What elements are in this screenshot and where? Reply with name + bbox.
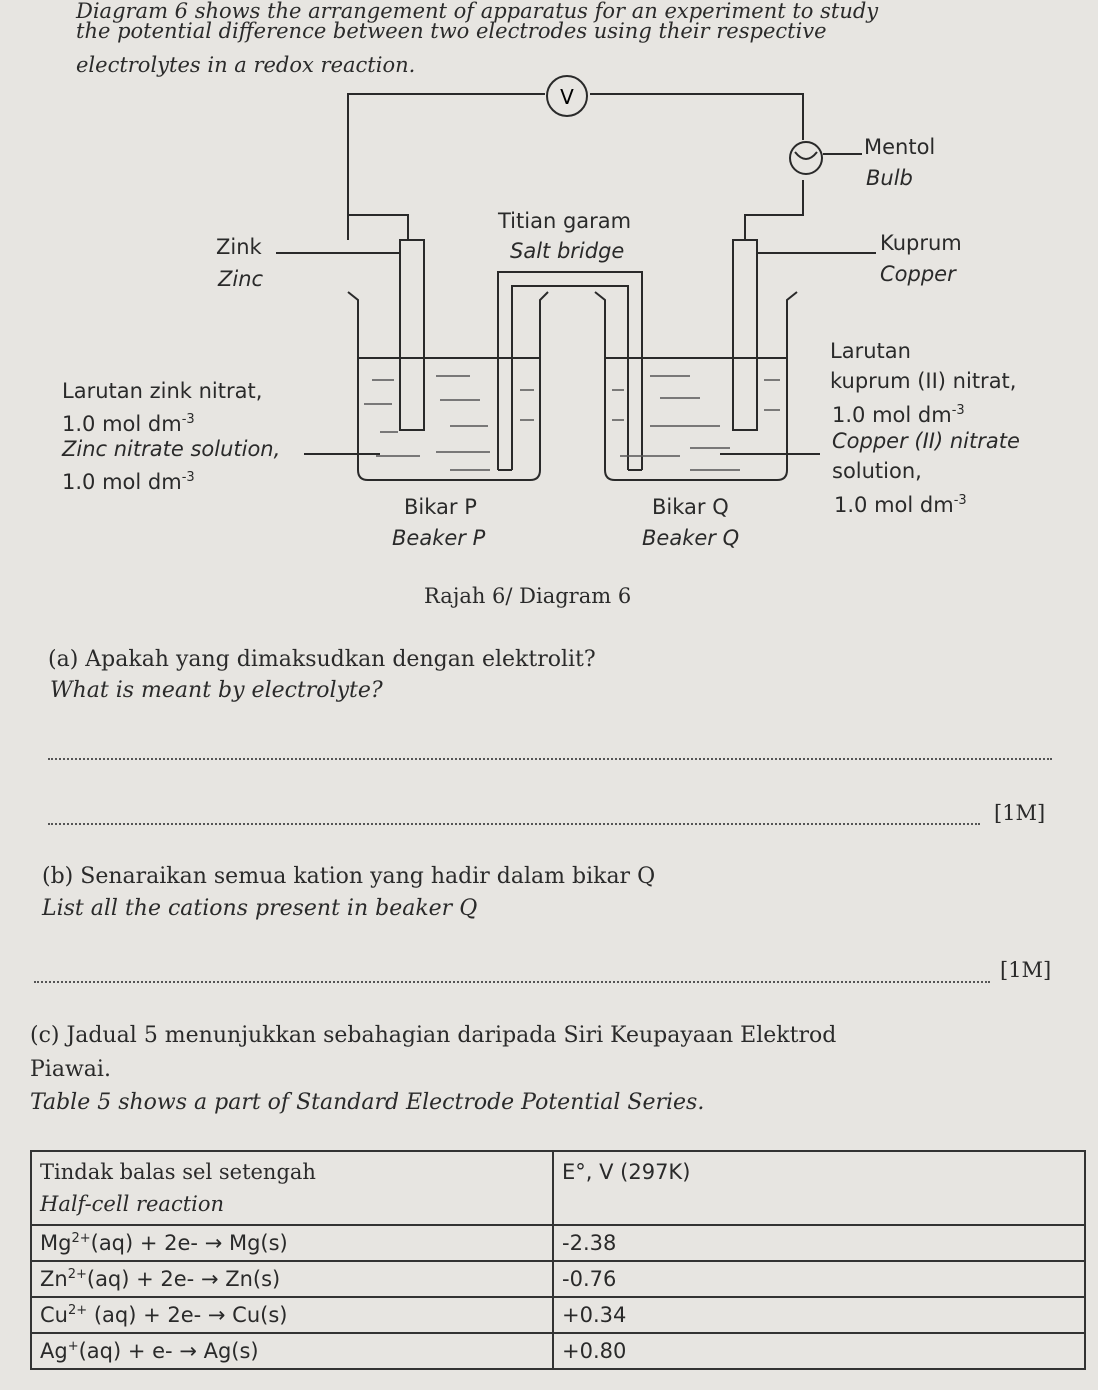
question-b-ms: (b) Senaraikan semua kation yang hadir dalam bikar Q — [42, 864, 656, 889]
right-solution-label-ms-1: Larutan — [830, 339, 911, 363]
table-row: $Mg^{2+}(aq) + 2e- \to Mg(s)$ -2.38 — [31, 1225, 1085, 1261]
beaker-q-label-ms: Bikar Q — [652, 495, 729, 519]
copper-label-en: Copper — [880, 262, 956, 286]
beaker-p-label-ms: Bikar P — [404, 495, 477, 519]
table-header-row — [31, 1151, 1085, 1225]
answer-line-a-2[interactable] — [48, 823, 980, 825]
e-value: +0.80 — [553, 1333, 1085, 1369]
electrochemical-cell-diagram — [0, 0, 1098, 620]
table-row: $Zn^{2+}(aq) + 2e- \to Zn(s)$ -0.76 — [31, 1261, 1085, 1297]
voltmeter-label: V — [560, 85, 574, 109]
wire-left-down — [348, 215, 408, 240]
beaker-p-label-en: Beaker P — [392, 526, 486, 550]
question-c-en: Table 5 shows a part of Standard Electrode Potential Series. — [30, 1090, 705, 1115]
beaker-q-label-en: Beaker Q — [642, 526, 740, 550]
right-solution-label-en-1: Copper (II) nitrate — [832, 429, 1020, 453]
left-concentration-ms: 1.0 mol $dm^{-3}$ — [62, 412, 195, 436]
zinc-label-en: Zinc — [218, 267, 264, 291]
zinc-label-ms: Zink — [216, 235, 262, 259]
intro-line-2: the potential difference between two electrodes using their respective — [76, 19, 827, 43]
e-value: +0.34 — [553, 1297, 1085, 1333]
right-solution-label-en-2: solution, — [832, 459, 922, 483]
intro-line-3: electrolytes in a redox reaction. — [76, 53, 416, 77]
salt-bridge-label-en: Salt bridge — [510, 239, 625, 263]
question-a-mark: [1M] — [994, 801, 1046, 825]
question-a-ms: (a) Apakah yang dimaksudkan dengan elektrolit? — [48, 647, 596, 672]
intro-line-1: Diagram 6 shows the arrangement of apparatus for an experiment to study — [76, 0, 879, 23]
beaker-q — [595, 292, 797, 480]
table-row: Ag+(aq) + e- → Ag(s) +0.80 — [31, 1333, 1085, 1369]
answer-line-b[interactable] — [34, 981, 990, 983]
zinc-electrode — [400, 240, 424, 430]
wire-top-right — [590, 94, 803, 140]
copper-electrode — [733, 240, 757, 430]
question-c-ms-1: (c) Jadual 5 menunjukkan sebahagian daripada Siri Keupayaan Elektrod — [30, 1023, 837, 1048]
e-value: -0.76 — [553, 1261, 1085, 1297]
copper-label-ms: Kuprum — [880, 231, 962, 255]
left-solution-label-en: Zinc nitrate solution, — [62, 437, 281, 461]
question-b-mark: [1M] — [1000, 958, 1052, 982]
table-row: $Cu^{2+}$ (aq) + 2e- → Cu(s) +0.34 — [31, 1297, 1085, 1333]
question-c-ms-2: Piawai. — [30, 1057, 111, 1082]
right-concentration-ms: 1.0 mol $dm^{-3}$ — [832, 403, 965, 427]
diagram-caption: Rajah 6/ Diagram 6 — [424, 584, 632, 608]
e-value: -2.38 — [553, 1225, 1085, 1261]
bulb-label-ms: Mentol — [864, 135, 936, 159]
left-solution-label-ms: Larutan zink nitrat, — [62, 379, 263, 403]
question-a-en: What is meant by electrolyte? — [50, 678, 383, 703]
answer-line-a-1[interactable] — [48, 758, 1052, 760]
left-concentration-en: 1.0 mol $dm^{-3}$ — [62, 470, 195, 494]
wire-right — [745, 180, 803, 240]
bulb-label-en: Bulb — [866, 166, 913, 190]
header-half-cell: Tindak balas sel setengah Half-cell reaction — [31, 1151, 553, 1225]
right-solution-label-ms-2: kuprum (II) nitrat, — [830, 369, 1017, 393]
question-b-en: List all the cations present in beaker Q — [42, 896, 478, 921]
salt-bridge — [498, 272, 642, 470]
standard-electrode-potential-table — [30, 1150, 1086, 1370]
right-concentration-en: 1.0 mol $dm^{-3}$ — [834, 493, 967, 517]
header-e-value: E°, V (297K) — [553, 1151, 1085, 1225]
salt-bridge-label-ms: Titian garam — [498, 209, 632, 233]
